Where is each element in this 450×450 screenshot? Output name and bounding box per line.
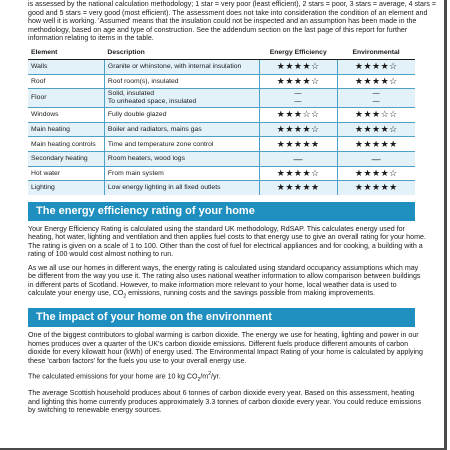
energy-rating-stars: — — [259, 151, 337, 166]
table-row — [28, 89, 415, 108]
text-run: /m — [200, 372, 209, 381]
text-run: /yr. — [211, 372, 221, 381]
environment-paragraph-3: The average Scottish household produces about 6 tonnes of carbon dioxide every year. Based on this assessment, heating and lighting this home currently produces approximately 3.3 tonnes of carbon dioxide every year. You could reduce emissions by switching to renewable energy sources. — [28, 389, 422, 415]
energy-rating-stars: ★★★★☆ — [259, 74, 337, 89]
row-description: Fully double glazed — [104, 108, 259, 123]
row-description: Boiler and radiators, mains gas — [104, 122, 259, 137]
environmental-rating-stars: ★★★★☆ — [337, 166, 415, 181]
intro-paragraph: is assessed by the national calculation methodology; 1 star = very poor (least efficient), 2 stars = poor, 3 stars = average, 4 stars = good and 5 stars = very good (most efficient). The assessment does not take into consideration the condition of an element and how well it is working. 'Assumed' means that the insulation could not be inspected and an assumption has been made in the methodology, based on age and type of construction. See the addendum section on the last page of this report for further information relating to items in the table. — [28, 0, 436, 43]
energy-rating-stars: ★★★★★ — [259, 137, 337, 152]
environmental-rating-stars — [337, 89, 415, 108]
superscript: 2 — [208, 371, 211, 378]
header-energy-efficiency: Energy Efficiency — [259, 46, 337, 60]
table-row — [28, 151, 415, 166]
table-row — [28, 59, 415, 74]
row-description: From main system — [104, 166, 259, 181]
text-run: The calculated emissions for your home are 10 kg CO — [28, 372, 198, 381]
text-run: As we all use our homes in different ways, the energy rating is calculated using standard occupancy assumptions which may be different from the way you use it. The rating also uses national weather information to allow comparison between buildings in different parts of Scotland. However, to make information more relevant to your home, local weather data is used to calculate your energy use, CO — [28, 263, 421, 298]
environmental-rating-dash-1: — — [372, 90, 381, 98]
row-element: Windows — [28, 108, 104, 123]
row-element: Hot water — [28, 166, 104, 181]
environmental-rating-dash-2: — — [372, 98, 381, 106]
energy-rating-dash-1: — — [294, 90, 302, 98]
floor-description-2: To unheated space, insulated — [107, 98, 197, 106]
floor-description-1: Solid, insulated — [107, 90, 155, 98]
section-heading-environment: The impact of your home on the environment — [28, 308, 415, 327]
row-element: Roof — [28, 74, 104, 89]
table-row — [28, 137, 415, 152]
table-row — [28, 166, 415, 181]
row-element: Main heating controls — [28, 137, 104, 152]
energy-rating-stars: ★★★★☆ — [259, 59, 337, 74]
table-row — [28, 122, 415, 137]
energy-rating-stars: ★★★★☆ — [259, 166, 337, 181]
environmental-rating-stars: ★★★★☆ — [337, 59, 415, 74]
table-row — [28, 74, 415, 89]
table-header-row — [28, 46, 415, 60]
row-description: Low energy lighting in all fixed outlets — [104, 181, 259, 195]
subscript: 2 — [123, 293, 127, 300]
row-element: Walls — [28, 59, 104, 74]
row-description: Time and temperature zone control — [104, 137, 259, 152]
row-element: Floor — [28, 89, 104, 108]
energy-rating-paragraph-2 — [28, 264, 426, 301]
energy-rating-dash-2: — — [294, 98, 302, 106]
emissions-paragraph — [28, 370, 426, 384]
environmental-rating-stars: ★★★★★ — [337, 137, 415, 152]
header-element: Element — [28, 46, 104, 60]
environment-paragraph-1: One of the biggest contributors to global warming is carbon dioxide. The energy we use for heating, lighting and power in our homes produces over a quarter of the UK's carbon dioxide emissions. Different fuels produce different amounts of carbon dioxide for every kilowatt hour (kWh) of energy used. The Environmental Impact Rating of your home is calculated by applying these 'carbon factors' for the fuels you use to your overall energy use. — [28, 331, 423, 365]
row-description: Granite or whinstone, with internal insulation — [104, 59, 259, 74]
environmental-rating-stars: — — [337, 151, 415, 166]
environmental-rating-stars: ★★★★☆ — [337, 74, 415, 89]
table-row — [28, 181, 415, 195]
header-description: Description — [104, 46, 259, 60]
energy-rating-stars — [259, 89, 337, 108]
row-description: Room heaters, wood logs — [104, 151, 259, 166]
environmental-rating-stars: ★★★★★ — [337, 181, 415, 195]
row-element: Secondary heating — [28, 151, 104, 166]
elements-rating-table — [28, 46, 415, 195]
row-description — [104, 89, 259, 108]
environmental-rating-stars: ★★★★☆ — [337, 122, 415, 137]
text-run: emissions, running costs and the savings possible from making improvements. — [126, 289, 375, 298]
table-row — [28, 108, 415, 123]
row-description: Roof room(s), insulated — [104, 74, 259, 89]
section-heading-energy-efficiency: The energy efficiency rating of your home — [28, 202, 415, 221]
energy-rating-stars: ★★★★★ — [259, 181, 337, 195]
energy-rating-stars: ★★★★☆ — [259, 122, 337, 137]
energy-rating-paragraph-1: Your Energy Efficiency Rating is calculated using the standard UK methodology, RdSAP. This calculates energy used for heating, hot water, lighting and ventilation and then applies fuel costs to that energy use to give an overall rating for your home. The rating is given on a scale of 1 to 100. Other than the cost of fuel for electrical appliances and for cooking, a building with a rating of 100 would cost almost nothing to run. — [28, 224, 426, 259]
row-element: Main heating — [28, 122, 104, 137]
energy-rating-stars: ★★★☆☆ — [259, 108, 337, 123]
header-environmental: Environmental — [337, 46, 415, 60]
subscript: 2 — [197, 376, 201, 383]
row-element: Lighting — [28, 181, 104, 195]
environmental-rating-stars: ★★★☆☆ — [337, 108, 415, 123]
